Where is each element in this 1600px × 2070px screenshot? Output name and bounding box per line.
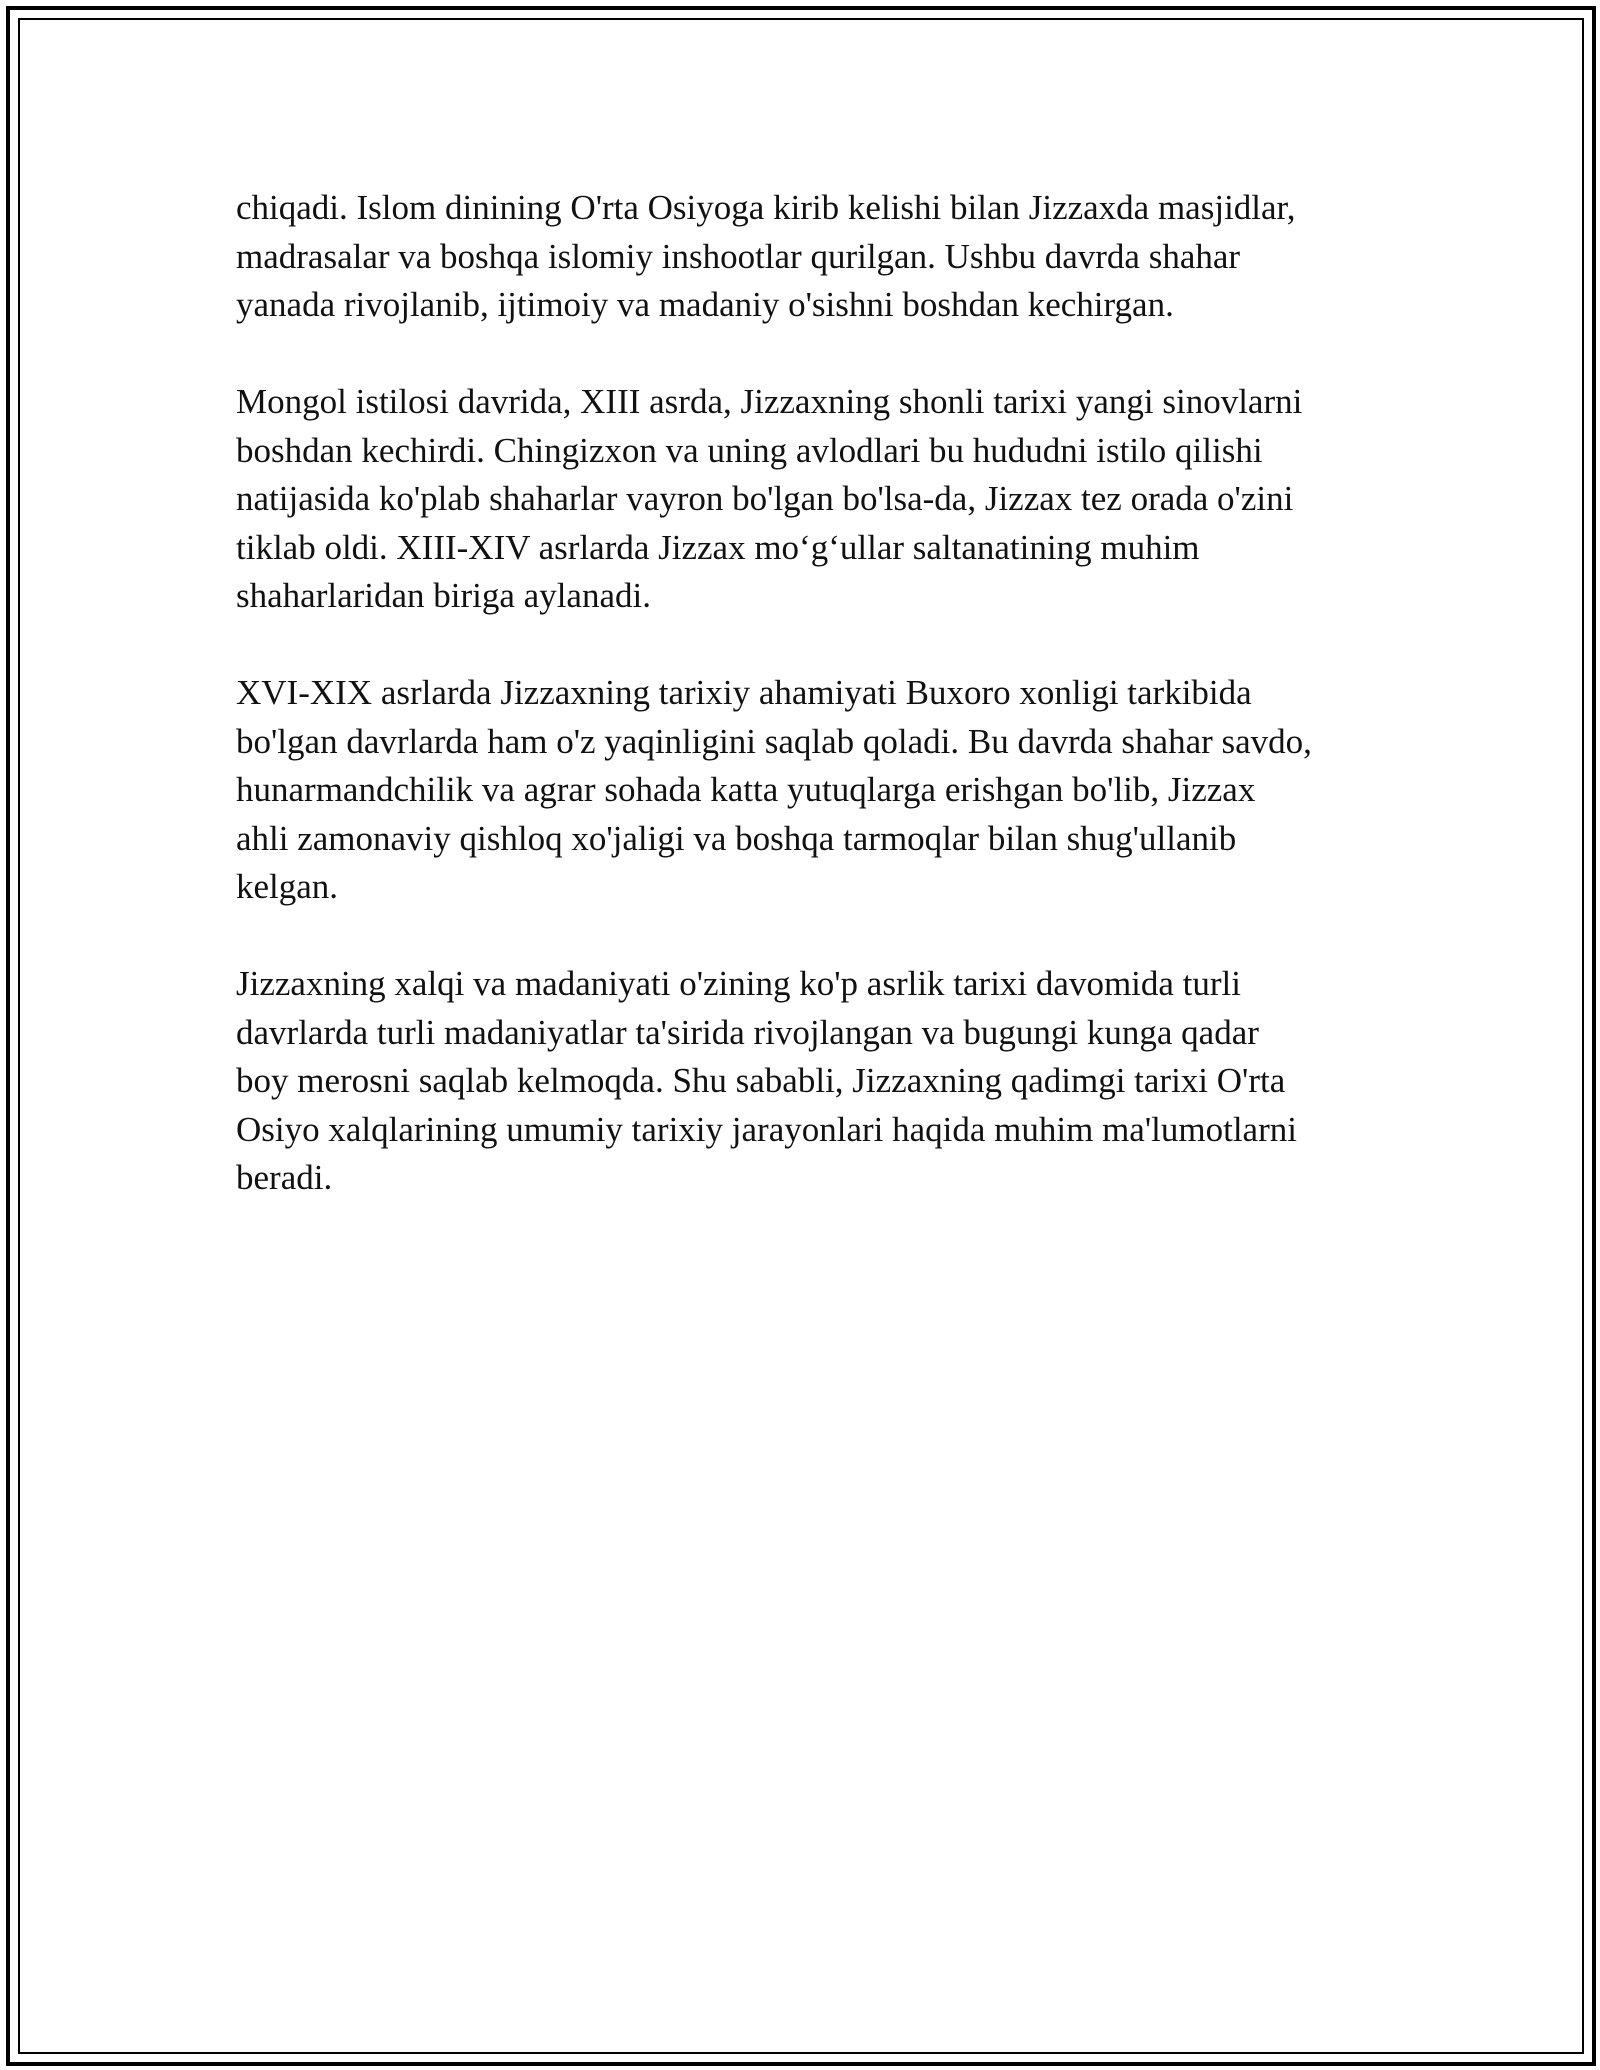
paragraph-2: Mongol istilosi davrida, XIII asrda, Jizzaxning shonli tarixi yangi sinovlarni boshdan kechirdi. Chingizxon va uning avlodlari bu hududni istilo qilishi natijasida ko'plab shaharlar vayron bo'lgan bo'lsa-da, Jizzax tez orada o'zini tiklab oldi. XIII-XIV asrlarda Jizzax mo‘g‘ullar saltanatining muhim shaharlaridan biriga aylanadi. [236, 382, 1303, 615]
paragraph-4: Jizzaxning xalqi va madaniyati o'zining ko'p asrlik tarixi davomida turli davrlarda turli madaniyatlar ta'sirida rivojlangan va bugungi kunga qadar boy merosni saqlab kelmoqda. Shu sababli, Jizzaxning qadimgi tarixi O'rta Osiyo xalqlarining umumiy tarixiy jarayonlari haqida muhim ma'lumotlarni beradi. [236, 964, 1297, 1197]
paragraph-3: XVI-XIX asrlarda Jizzaxning tarixiy ahamiyati Buxoro xonligi tarkibida bo'lgan davrlarda ham o'z yaqinligini saqlab qoladi. Bu davrda shahar savdo, hunarmandchilik va agrar sohada katta yutuqlarga erishgan bo'lib, Jizzax ahli zamonaviy qishloq xo'jaligi va boshqa tarmoqlar bilan shug'ullanib kelgan. [236, 673, 1312, 906]
document-body [236, 184, 1386, 1251]
paragraph-1: chiqadi. Islom dinining O'rta Osiyoga kirib kelishi bilan Jizzaxda masjidlar, madrasalar va boshqa islomiy inshootlar qurilgan. Ushbu davrda shahar yanada rivojlanib, ijtimoiy va madaniy o'sishni boshdan kechirgan. [236, 188, 1296, 324]
